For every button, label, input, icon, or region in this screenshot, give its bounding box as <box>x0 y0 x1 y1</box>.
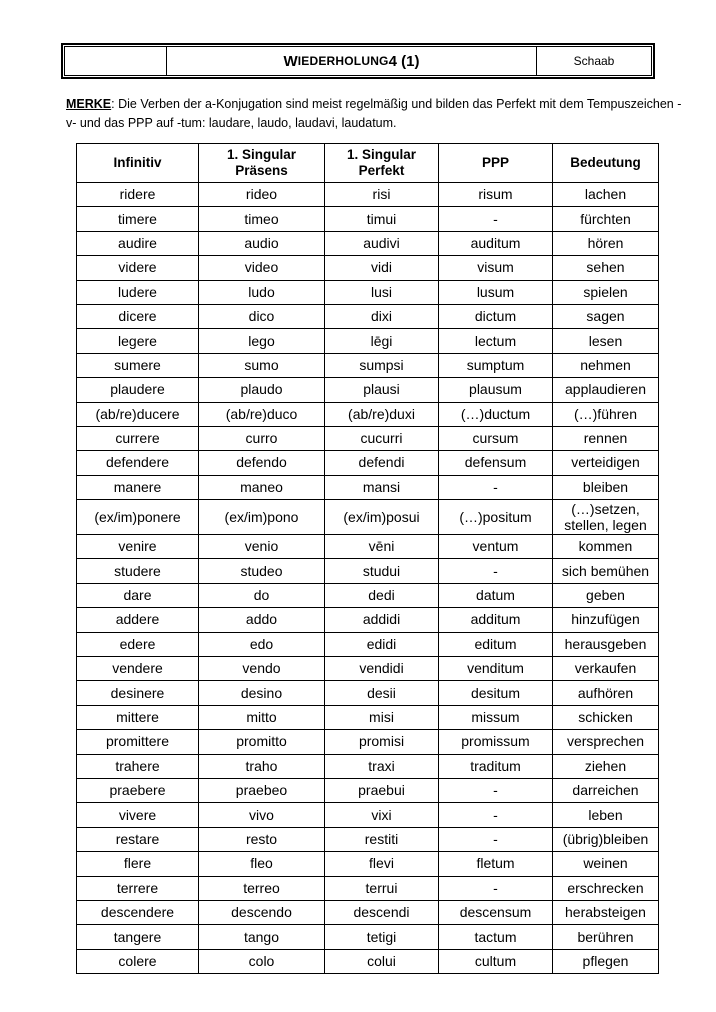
praesens-cell: resto <box>199 827 325 851</box>
praesens-cell: ludo <box>199 280 325 304</box>
praesens-cell: defendo <box>199 451 325 475</box>
ppp-cell: tactum <box>439 925 553 949</box>
perfekt-cell: lusi <box>325 280 439 304</box>
bedeutung-cell: weinen <box>553 852 659 876</box>
praesens-cell: vendo <box>199 657 325 681</box>
table-row <box>77 402 659 426</box>
table-row <box>77 900 659 924</box>
bedeutung-cell: bleiben <box>553 475 659 499</box>
praesens-cell: lego <box>199 329 325 353</box>
praesens-cell: vivo <box>199 803 325 827</box>
ppp-cell: - <box>439 207 553 231</box>
infinitiv-cell: dicere <box>77 304 199 328</box>
infinitiv-cell: studere <box>77 559 199 583</box>
praesens-cell: colo <box>199 949 325 973</box>
header-left-cell <box>65 47 167 75</box>
infinitiv-cell: ludere <box>77 280 199 304</box>
praesens-cell: addo <box>199 608 325 632</box>
ppp-cell: additum <box>439 608 553 632</box>
infinitiv-cell: terrere <box>77 876 199 900</box>
praesens-cell: timeo <box>199 207 325 231</box>
bedeutung-cell: aufhören <box>553 681 659 705</box>
table-row <box>77 256 659 280</box>
ppp-cell: traditum <box>439 754 553 778</box>
praesens-cell: desino <box>199 681 325 705</box>
praesens-cell: curro <box>199 426 325 450</box>
praesens-cell: maneo <box>199 475 325 499</box>
bedeutung-cell: darreichen <box>553 778 659 802</box>
infinitiv-cell: audire <box>77 231 199 255</box>
bedeutung-cell: ziehen <box>553 754 659 778</box>
header-singular-praesens: 1. Singular Präsens <box>199 144 325 183</box>
infinitiv-cell: addere <box>77 608 199 632</box>
table-row <box>77 681 659 705</box>
merke-label: MERKE <box>66 97 112 111</box>
ppp-cell: (…)positum <box>439 500 553 535</box>
infinitiv-cell: (ex/im)ponere <box>77 500 199 535</box>
header-bedeutung: Bedeutung <box>553 144 659 183</box>
merke-text: Die Verben der a-Konjugation sind meist regelmäßig und bilden das Perfekt mit dem Tempuszeichen -v- und das PPP auf -tum: laudare, laudo, laudavi, laudatum. <box>66 97 682 130</box>
ppp-cell: fletum <box>439 852 553 876</box>
praesens-cell: do <box>199 583 325 607</box>
table-row <box>77 451 659 475</box>
praesens-cell: rideo <box>199 183 325 207</box>
table-row <box>77 949 659 973</box>
ppp-cell: venditum <box>439 657 553 681</box>
perfekt-cell: (ex/im)posui <box>325 500 439 535</box>
praesens-cell: venio <box>199 535 325 559</box>
perfekt-cell: traxi <box>325 754 439 778</box>
table-row <box>77 876 659 900</box>
ppp-cell: missum <box>439 705 553 729</box>
infinitiv-cell: descendere <box>77 900 199 924</box>
ppp-cell: desitum <box>439 681 553 705</box>
ppp-cell: promissum <box>439 730 553 754</box>
perfekt-cell: audivi <box>325 231 439 255</box>
document-header <box>62 44 654 78</box>
perfekt-cell: misi <box>325 705 439 729</box>
header-ppp: PPP <box>439 144 553 183</box>
infinitiv-cell: flere <box>77 852 199 876</box>
ppp-cell: defensum <box>439 451 553 475</box>
bedeutung-cell: applaudieren <box>553 378 659 402</box>
perfekt-cell: flevi <box>325 852 439 876</box>
ppp-cell: - <box>439 803 553 827</box>
table-row <box>77 778 659 802</box>
ppp-cell: - <box>439 876 553 900</box>
table-row <box>77 280 659 304</box>
ppp-cell: sumptum <box>439 353 553 377</box>
table-row <box>77 207 659 231</box>
infinitiv-cell: manere <box>77 475 199 499</box>
infinitiv-cell: sumere <box>77 353 199 377</box>
title-initial: W <box>283 52 298 70</box>
perfekt-cell: mansi <box>325 475 439 499</box>
perfekt-cell: lēgi <box>325 329 439 353</box>
infinitiv-cell: colere <box>77 949 199 973</box>
bedeutung-cell: versprechen <box>553 730 659 754</box>
praesens-cell: audio <box>199 231 325 255</box>
infinitiv-cell: dare <box>77 583 199 607</box>
table-row <box>77 705 659 729</box>
table-row <box>77 378 659 402</box>
ppp-cell: visum <box>439 256 553 280</box>
infinitiv-cell: timere <box>77 207 199 231</box>
infinitiv-cell: defendere <box>77 451 199 475</box>
ppp-cell: cultum <box>439 949 553 973</box>
table-row <box>77 535 659 559</box>
infinitiv-cell: trahere <box>77 754 199 778</box>
perfekt-cell: tetigi <box>325 925 439 949</box>
bedeutung-cell: hinzufügen <box>553 608 659 632</box>
table-row <box>77 803 659 827</box>
infinitiv-cell: restare <box>77 827 199 851</box>
perfekt-cell: vidi <box>325 256 439 280</box>
bedeutung-cell: schicken <box>553 705 659 729</box>
title-rest: IEDERHOLUNG <box>297 54 389 68</box>
bedeutung-cell: kommen <box>553 535 659 559</box>
infinitiv-cell: vivere <box>77 803 199 827</box>
praesens-cell: edo <box>199 632 325 656</box>
table-row <box>77 426 659 450</box>
praesens-cell: praebeo <box>199 778 325 802</box>
perfekt-cell: timui <box>325 207 439 231</box>
perfekt-cell: defendi <box>325 451 439 475</box>
infinitiv-cell: (ab/re)ducere <box>77 402 199 426</box>
ppp-cell: plausum <box>439 378 553 402</box>
ppp-cell: - <box>439 778 553 802</box>
ppp-cell: editum <box>439 632 553 656</box>
bedeutung-cell: sehen <box>553 256 659 280</box>
perfekt-cell: (ab/re)duxi <box>325 402 439 426</box>
table-row <box>77 183 659 207</box>
table-row <box>77 925 659 949</box>
infinitiv-cell: praebere <box>77 778 199 802</box>
praesens-cell: sumo <box>199 353 325 377</box>
praesens-cell: video <box>199 256 325 280</box>
infinitiv-cell: edere <box>77 632 199 656</box>
perfekt-cell: vēni <box>325 535 439 559</box>
table-row <box>77 500 659 535</box>
praesens-cell: (ex/im)pono <box>199 500 325 535</box>
table-row <box>77 657 659 681</box>
perfekt-cell: colui <box>325 949 439 973</box>
infinitiv-cell: plaudere <box>77 378 199 402</box>
table-row <box>77 632 659 656</box>
bedeutung-cell: (…)führen <box>553 402 659 426</box>
perfekt-cell: dixi <box>325 304 439 328</box>
ppp-cell: lusum <box>439 280 553 304</box>
ppp-cell: - <box>439 559 553 583</box>
infinitiv-cell: tangere <box>77 925 199 949</box>
header-title <box>167 47 537 75</box>
bedeutung-cell: rennen <box>553 426 659 450</box>
perfekt-cell: plausi <box>325 378 439 402</box>
table-row <box>77 608 659 632</box>
merke-colon: : <box>111 97 115 111</box>
ppp-cell: risum <box>439 183 553 207</box>
perfekt-cell: addidi <box>325 608 439 632</box>
perfekt-cell: edidi <box>325 632 439 656</box>
table-row <box>77 353 659 377</box>
perfekt-cell: promisi <box>325 730 439 754</box>
praesens-cell: promitto <box>199 730 325 754</box>
praesens-cell: terreo <box>199 876 325 900</box>
bedeutung-cell: erschrecken <box>553 876 659 900</box>
header-infinitiv: Infinitiv <box>77 144 199 183</box>
table-row <box>77 583 659 607</box>
bedeutung-cell: sagen <box>553 304 659 328</box>
table-row <box>77 754 659 778</box>
infinitiv-cell: promittere <box>77 730 199 754</box>
praesens-cell: studeo <box>199 559 325 583</box>
bedeutung-cell: spielen <box>553 280 659 304</box>
bedeutung-cell: leben <box>553 803 659 827</box>
bedeutung-cell: berühren <box>553 925 659 949</box>
perfekt-cell: risi <box>325 183 439 207</box>
table-row <box>77 304 659 328</box>
praesens-cell: tango <box>199 925 325 949</box>
perfekt-cell: cucurri <box>325 426 439 450</box>
bedeutung-cell: sich bemühen <box>553 559 659 583</box>
merke-note <box>66 95 686 133</box>
ppp-cell: (…)ductum <box>439 402 553 426</box>
table-row <box>77 231 659 255</box>
bedeutung-cell: fürchten <box>553 207 659 231</box>
bedeutung-cell: (…)setzen, stellen, legen <box>553 500 659 535</box>
bedeutung-cell: (übrig)bleiben <box>553 827 659 851</box>
vocabulary-table <box>76 143 659 974</box>
praesens-cell: dico <box>199 304 325 328</box>
perfekt-cell: vixi <box>325 803 439 827</box>
infinitiv-cell: desinere <box>77 681 199 705</box>
perfekt-cell: vendidi <box>325 657 439 681</box>
praesens-cell: traho <box>199 754 325 778</box>
bedeutung-cell: lesen <box>553 329 659 353</box>
ppp-cell: datum <box>439 583 553 607</box>
header-singular-perfekt: 1. Singular Perfekt <box>325 144 439 183</box>
bedeutung-cell: hören <box>553 231 659 255</box>
bedeutung-cell: lachen <box>553 183 659 207</box>
ppp-cell: dictum <box>439 304 553 328</box>
bedeutung-cell: pflegen <box>553 949 659 973</box>
perfekt-cell: descendi <box>325 900 439 924</box>
praesens-cell: plaudo <box>199 378 325 402</box>
title-number: 4 (1) <box>388 52 420 70</box>
bedeutung-cell: verkaufen <box>553 657 659 681</box>
ppp-cell: descensum <box>439 900 553 924</box>
bedeutung-cell: verteidigen <box>553 451 659 475</box>
bedeutung-cell: nehmen <box>553 353 659 377</box>
perfekt-cell: dedi <box>325 583 439 607</box>
table-row <box>77 827 659 851</box>
perfekt-cell: desii <box>325 681 439 705</box>
ppp-cell: - <box>439 475 553 499</box>
praesens-cell: mitto <box>199 705 325 729</box>
praesens-cell: fleo <box>199 852 325 876</box>
infinitiv-cell: venire <box>77 535 199 559</box>
ppp-cell: lectum <box>439 329 553 353</box>
perfekt-cell: praebui <box>325 778 439 802</box>
perfekt-cell: studui <box>325 559 439 583</box>
table-row <box>77 329 659 353</box>
table-row <box>77 475 659 499</box>
bedeutung-cell: herausgeben <box>553 632 659 656</box>
perfekt-cell: terrui <box>325 876 439 900</box>
bedeutung-cell: geben <box>553 583 659 607</box>
table-header-row <box>77 144 659 183</box>
perfekt-cell: sumpsi <box>325 353 439 377</box>
infinitiv-cell: legere <box>77 329 199 353</box>
ppp-cell: auditum <box>439 231 553 255</box>
table-row <box>77 730 659 754</box>
infinitiv-cell: ridere <box>77 183 199 207</box>
praesens-cell: descendo <box>199 900 325 924</box>
infinitiv-cell: vendere <box>77 657 199 681</box>
perfekt-cell: restiti <box>325 827 439 851</box>
bedeutung-cell: herabsteigen <box>553 900 659 924</box>
infinitiv-cell: currere <box>77 426 199 450</box>
ppp-cell: ventum <box>439 535 553 559</box>
table-row <box>77 852 659 876</box>
ppp-cell: cursum <box>439 426 553 450</box>
ppp-cell: - <box>439 827 553 851</box>
praesens-cell: (ab/re)duco <box>199 402 325 426</box>
header-author: Schaab <box>573 54 615 68</box>
infinitiv-cell: mittere <box>77 705 199 729</box>
table-row <box>77 559 659 583</box>
infinitiv-cell: videre <box>77 256 199 280</box>
